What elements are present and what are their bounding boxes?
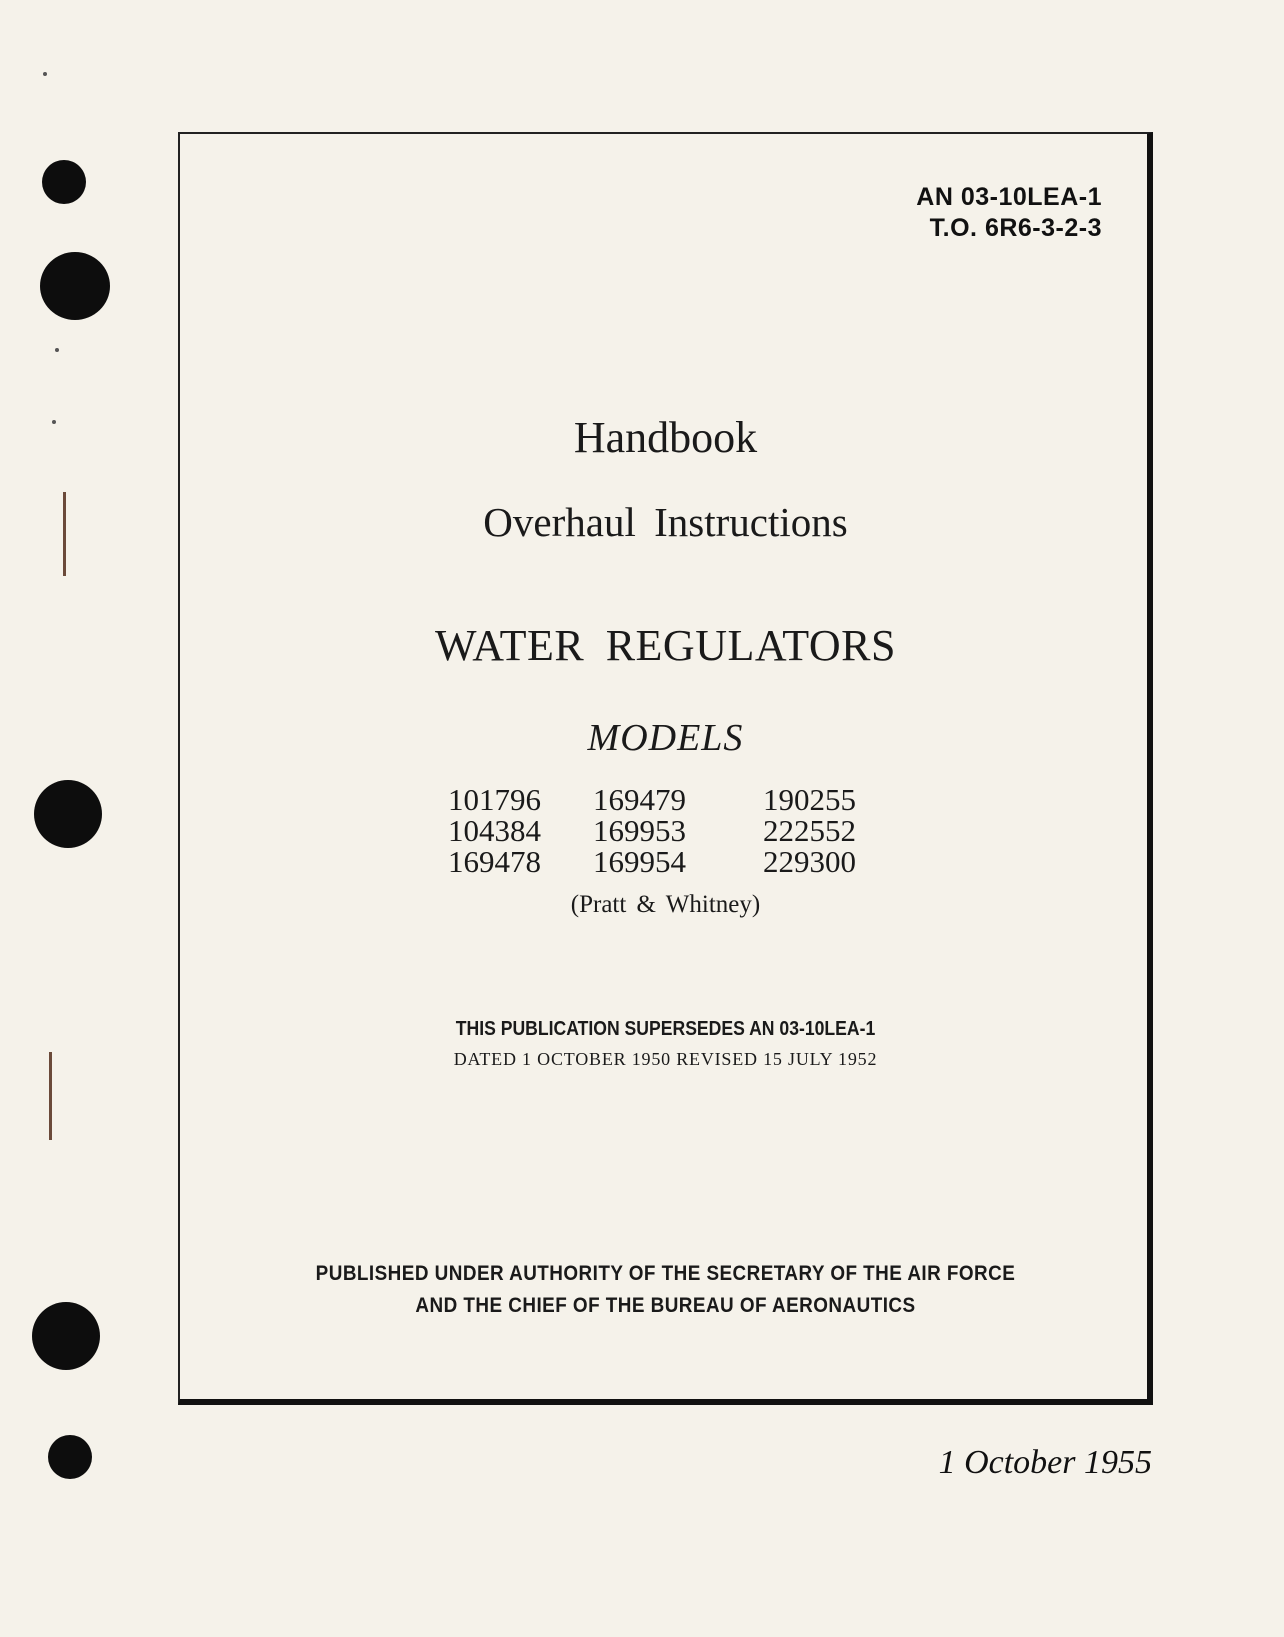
model-number: 229300 <box>763 844 856 879</box>
staple-mark <box>49 1052 52 1140</box>
binder-hole <box>34 780 102 848</box>
model-number: 169953 <box>593 813 686 848</box>
models-label: MODELS <box>587 717 744 759</box>
binder-hole <box>40 252 110 320</box>
model-number: 190255 <box>763 782 856 817</box>
binder-hole <box>32 1302 100 1370</box>
model-number: 104384 <box>448 813 541 848</box>
handbook-heading: Handbook <box>573 413 758 462</box>
document-title: WATER REGULATORS <box>435 621 896 670</box>
models-list <box>448 784 888 877</box>
supersedes-notice: THIS PUBLICATION SUPERSEDES AN 03-10LEA-1 <box>455 1018 876 1040</box>
cover-frame <box>178 132 1153 1405</box>
model-number: 169479 <box>593 782 686 817</box>
staple-mark <box>63 492 66 576</box>
supersedes-dates: DATED 1 OCTOBER 1950 REVISED 15 JULY 1952 <box>453 1049 878 1069</box>
model-number: 169954 <box>593 844 686 879</box>
publication-number-to: T.O. 6R6-3-2-3 <box>929 214 1102 242</box>
binder-hole <box>48 1435 92 1479</box>
model-number: 169478 <box>448 844 541 879</box>
model-number: 222552 <box>763 813 856 848</box>
authority-line-1: PUBLISHED UNDER AUTHORITY OF THE SECRETARY OF THE AIR FORCE <box>315 1262 1016 1285</box>
binder-hole <box>42 160 86 204</box>
publication-date: 1 October 1955 <box>938 1444 1152 1481</box>
speck <box>55 348 59 352</box>
manufacturer: (Pratt & Whitney) <box>570 891 761 918</box>
model-number: 101796 <box>448 782 541 817</box>
speck <box>52 420 56 424</box>
publication-number-an: AN 03-10LEA-1 <box>916 183 1102 211</box>
speck <box>43 72 47 76</box>
subtitle: Overhaul Instructions <box>483 499 848 545</box>
authority-line-2: AND THE CHIEF OF THE BUREAU OF AERONAUTICS <box>415 1294 916 1317</box>
